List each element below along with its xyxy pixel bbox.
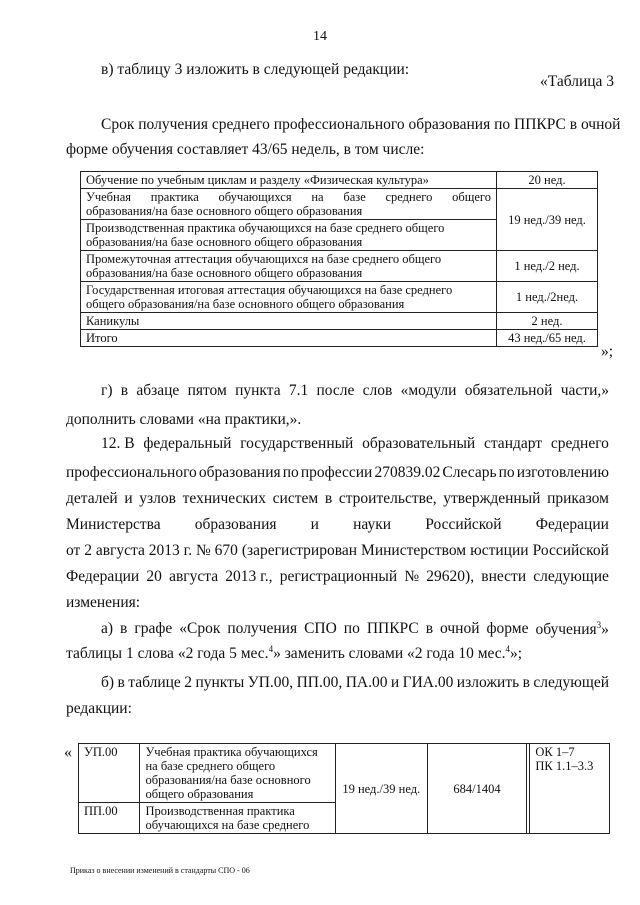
word: № (404, 568, 420, 585)
word: таблице (128, 674, 181, 691)
word: образовательный (362, 435, 476, 452)
table-cell (530, 744, 610, 834)
word: Российской (532, 542, 609, 559)
word: 12. В (101, 435, 135, 452)
word: » (601, 621, 609, 639)
cell-line: ПК 1.1–3.3 (535, 759, 594, 773)
item-12-line-1 (101, 435, 609, 453)
word (535, 620, 608, 639)
cell-line: ОК 1–7 (535, 745, 575, 759)
page-number: 14 (313, 29, 327, 44)
item-a-line-2 (66, 644, 522, 663)
word: абзаце (136, 382, 180, 399)
cell-line: Производственная практика (145, 804, 295, 818)
word: по (282, 464, 299, 481)
cell-line: Производственная практика обучающихся на базе среднего общего (86, 221, 445, 235)
word: регистрационный (279, 568, 398, 585)
word: и (390, 674, 400, 691)
table-cell: 1 нед./2нед. (497, 282, 598, 313)
table-3 (80, 171, 598, 347)
word: Федерации (535, 516, 609, 533)
table-closing-quote: »; (601, 343, 614, 360)
word: в (120, 620, 128, 637)
word: в (117, 674, 125, 691)
table-row (79, 744, 610, 803)
word: Слесарь (442, 464, 497, 481)
intro-line-1: Срок получения среднего профессионального образования по ППКРС в очной (101, 116, 621, 133)
item-g-line-2: дополнить словами «на практики,». (66, 411, 302, 428)
table-row (81, 330, 598, 347)
word: на (311, 190, 324, 204)
word: 2013 г., (225, 568, 273, 585)
word: в (324, 490, 333, 507)
word: Федерации (66, 568, 140, 585)
word: СПО (304, 620, 337, 637)
word: профессии (300, 464, 373, 481)
word: Министерства (66, 516, 161, 533)
word: Министерством (361, 542, 467, 559)
word: федеральный (143, 435, 232, 452)
word: следующие (533, 568, 609, 585)
text-run: » заменить словами «2 года 10 мес. (273, 645, 506, 663)
item-12-line-2 (66, 464, 609, 482)
table-row (81, 313, 598, 330)
footnote-ref: 3 (596, 620, 602, 630)
table-reference: «Таблица 3 (540, 73, 615, 90)
word: среднего (385, 190, 433, 204)
cell-line: обучающихся на базе среднего (145, 818, 310, 832)
page-footer: Приказ о внесении изменений в стандарты СПО - 06 (70, 866, 250, 875)
word: Российской (425, 516, 502, 533)
footnote-ref: 4 (268, 644, 274, 654)
word: изготовлению (516, 464, 609, 481)
word: утвержденный (443, 490, 541, 507)
table-cell: 684/1404 (427, 744, 527, 834)
table-cell: 19 нед./39 нед. (497, 189, 598, 251)
word: технических (182, 490, 266, 507)
word: в (425, 620, 434, 637)
cell-line: Промежуточная аттестация обучающихся на базе среднего общего (86, 252, 442, 266)
word: науки (353, 516, 392, 533)
table-cell (140, 744, 335, 803)
word: образования (198, 464, 281, 481)
cell-line: образования/на базе основного общего образования (86, 266, 363, 280)
word: приказом (547, 490, 609, 507)
word: систем (272, 490, 319, 507)
table-cell: Каникулы (81, 313, 497, 330)
item-b-line-2: редакции: (66, 700, 132, 717)
table-row (81, 189, 598, 220)
word: ГИА.00 (402, 674, 454, 691)
intro-line-2: форме обучения составляет 43/65 недель, в том числе: (66, 141, 425, 158)
word: пятом (187, 382, 227, 399)
table-row (81, 172, 598, 189)
word: г) (101, 382, 113, 399)
word: узлов (139, 490, 176, 507)
item-12-line-3 (66, 490, 609, 508)
cell-line: на базе среднего общего (145, 759, 276, 773)
word: очной (440, 620, 480, 637)
word: обучающихся (218, 190, 292, 204)
word: ППКРС (366, 620, 419, 637)
word: а) (101, 620, 114, 637)
word: внести (481, 568, 527, 585)
word: обязательной (464, 382, 553, 399)
word: 2 (184, 674, 193, 691)
cell-line: общего образования (145, 787, 254, 801)
word: следующей (533, 674, 609, 691)
item-v-text: в) таблицу 3 изложить в следующей редакции: (101, 61, 410, 78)
table-cell (81, 251, 497, 282)
word: по (498, 464, 515, 481)
justified-line (86, 190, 491, 204)
word: ПП.00, (296, 674, 343, 691)
word: части,» (560, 382, 609, 399)
text-run: таблицы 1 слова «2 года 5 мес. (66, 645, 269, 663)
word: государственный (240, 435, 354, 452)
word: изложить (456, 674, 520, 691)
word: форме (486, 620, 529, 637)
cell-line: общего образования/на базе основного общего образования (86, 297, 405, 311)
table-cell: 2 нед. (497, 313, 598, 330)
word: практика (150, 190, 199, 204)
item-g-line-1 (101, 382, 609, 400)
table-cell: Обучение по учебным циклам и разделу «Физическая культура» (81, 172, 497, 189)
table-cell: ПП.00 (79, 803, 140, 834)
word: общего (452, 190, 491, 204)
word: стандарт (483, 435, 543, 452)
word: после (316, 382, 355, 399)
table-cell (81, 282, 497, 313)
word: 7.1 (288, 382, 309, 399)
table-cell: 43 нед./65 нед. (497, 330, 598, 347)
word: (зарегистрирован (241, 542, 358, 559)
table-cell (81, 220, 497, 251)
table-cell: УП.00 (79, 744, 140, 803)
word: пункты (195, 674, 245, 691)
word: слов (362, 382, 393, 399)
word: среднего (550, 435, 609, 452)
word: августа (169, 568, 219, 585)
item-12-line-6 (66, 568, 609, 586)
cell-line: Государственная итоговая аттестация обучающихся на базе среднего (86, 283, 453, 297)
word: Учебная (86, 190, 132, 204)
word: б) (101, 674, 115, 691)
table-cell: 20 нед. (497, 172, 598, 189)
item-12-line-4 (66, 516, 609, 534)
word: юстиции (470, 542, 529, 559)
word: ПА.00 (345, 674, 388, 691)
cell-line: Учебная практика обучающихся (145, 745, 318, 759)
item-12-line-5 (66, 542, 609, 560)
word: базе (343, 190, 366, 204)
word: «Срок (179, 620, 221, 637)
table-row (81, 282, 598, 313)
table-cell: 1 нед./2 нед. (497, 251, 598, 282)
word: 270839.02 (374, 464, 441, 481)
word: 29620), (426, 568, 475, 585)
word: и (310, 516, 319, 533)
word: в (120, 382, 129, 399)
table-2-excerpt (78, 743, 610, 834)
item-12-line-7: изменения: (66, 594, 141, 611)
word: в (522, 674, 530, 691)
word: «модули (400, 382, 457, 399)
word: образования (194, 516, 277, 533)
table-cell (140, 803, 335, 834)
text-run: »; (510, 645, 523, 663)
table-cell (81, 189, 497, 220)
word: профессионального (66, 464, 197, 481)
item-a-line-1 (101, 620, 609, 639)
footnote-ref: 4 (505, 644, 511, 654)
table-cell: Итого (81, 330, 497, 347)
word: пункта (235, 382, 281, 399)
table-cell: 19 нед./39 нед. (335, 744, 427, 834)
table-row (81, 251, 598, 282)
word: УП.00, (247, 674, 294, 691)
word: от 2 августа 2013 г. № 670 (66, 542, 238, 559)
cell-line: образования/на базе основного общего образования (86, 235, 363, 249)
word: строительстве, (338, 490, 437, 507)
word: обучения (535, 621, 597, 639)
cell-line: образования/на базе основного (145, 773, 311, 787)
word: получения (227, 620, 298, 637)
word: и (124, 490, 133, 507)
item-b-line-1 (101, 674, 609, 692)
opening-quote: « (64, 744, 72, 761)
word: 20 (146, 568, 162, 585)
word: деталей (66, 490, 118, 507)
cell-line: образования/на базе основного общего образования (86, 204, 363, 218)
word: по (343, 620, 360, 637)
word: графе (134, 620, 173, 637)
